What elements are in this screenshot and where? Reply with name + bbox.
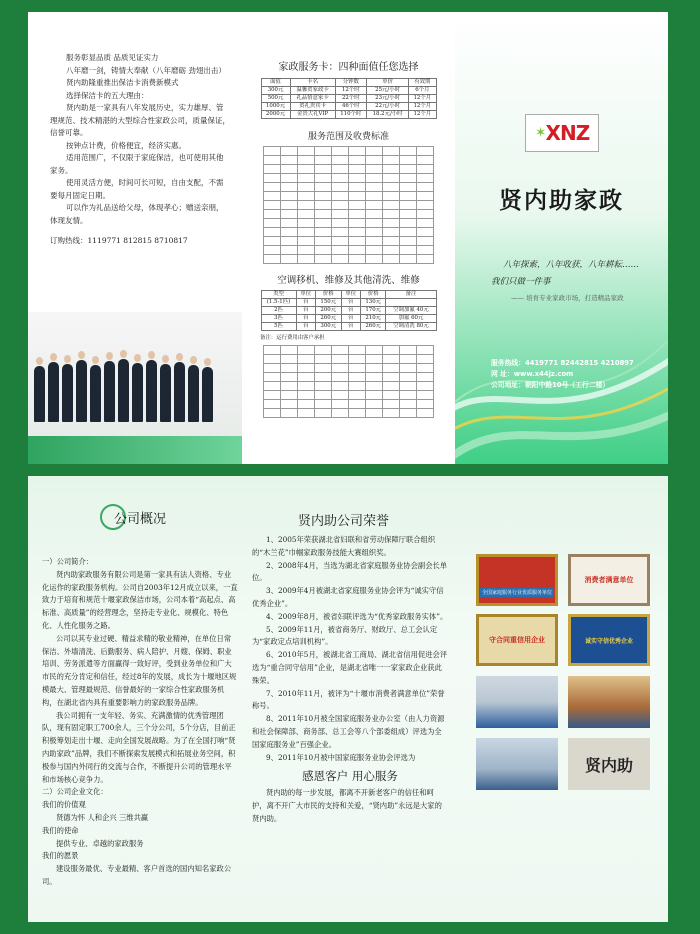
staff-figure: [160, 364, 171, 422]
award-plaque: [476, 614, 558, 666]
table-cell: 23元/小时: [367, 95, 409, 103]
promo-line: 按钟点计费，价格便宜，经济实惠。: [66, 140, 186, 150]
overview-text: [42, 556, 238, 889]
table-cell: 贺礼贵宾卡: [290, 103, 335, 111]
table-cell: 台: [296, 307, 315, 315]
award-plaque: [568, 554, 650, 606]
staff-figure: [202, 367, 213, 422]
plaque-text: 守合同重信用企业: [489, 635, 545, 644]
contact-block: [491, 358, 634, 391]
green-footer-band: [28, 436, 242, 464]
table-cell: 500元: [261, 95, 290, 103]
staff-figure: [118, 359, 129, 422]
table-header: 卡名: [290, 79, 335, 87]
table-cell: (1.5-1匹): [261, 299, 296, 307]
overview-paragraph: 我公司拥有一支年轻、务实、充满激情的优秀管理团队，现有固定职工700余人，三个分公司，5个分店，目前正积极筹划走出十堰、走向全国发展战略。为了在全国打响“贤内助家政”品牌，我们不断探索发展模式和拓展业务空间，积极参与国内外同行的交流与合作，不断提升公司的管理水平和市场核心竞争力。: [42, 710, 236, 784]
table-cell: 台: [341, 315, 360, 323]
table-cell: 300元: [316, 323, 342, 331]
table-cell: 25元/小时: [367, 87, 409, 95]
culture-line: 建设服务最优、专业最精、客户首选的国内知名家政公司。: [42, 864, 232, 886]
honor-item: 3、2009年4月被湖北省家庭服务业协会评为“诚实守信优秀企业”。: [252, 586, 444, 608]
table-cell: 空调清洗 80元: [386, 323, 436, 331]
table-cell: 台: [296, 315, 315, 323]
staff-figure: [90, 365, 101, 422]
culture-line: 我们的愿景: [42, 851, 79, 861]
event-photo: [476, 738, 558, 790]
promo-line: 贤内助是一家具有八年发展历史，实力雄厚、管理规范、技术精湛的大型综合性家政公司，质量保证，信誉可靠。: [50, 103, 230, 137]
overview-paragraph: 公司以其专业过硬、精益求精的敬业精神，在单位日常保洁、外墙清洗、后勤服务、病人陪护、月嫂、保姆、职业培训、劳务派遣等方面赢得一致好评，受到业务单位和广大市民的充分肯定和信任，经过8年的发展，成长为十堰地区规模最大、管理最规范、信誉最好的一家综合性家政服务机构，在湖北省内具有重要影响力的家政服务品牌。: [42, 633, 237, 707]
table-cell: 12个月: [409, 95, 436, 103]
award-plaque: [476, 554, 558, 606]
calligraphy-photo: [568, 738, 650, 790]
scope-title: 服务范围及收费标准: [307, 132, 389, 142]
overview-heading: 一）公司简介：: [42, 557, 94, 566]
table-cell: 金贵大礼VIP: [290, 111, 335, 119]
table-cell: 22个时: [335, 95, 366, 103]
table-cell: 5匹: [261, 323, 296, 331]
table-cell: 2000元: [261, 111, 290, 119]
table-header: 单价: [367, 79, 409, 87]
thanks-title: 感恩客户 用心服务: [302, 769, 398, 784]
team-ceremony-photo: [476, 676, 558, 728]
table-cell: 台: [341, 299, 360, 307]
table-cell: 170元: [360, 307, 386, 315]
table-cell: 18.2元/小时: [367, 111, 409, 119]
plaque-text: 诚实守信优秀企业: [584, 637, 633, 645]
staff-figure: [104, 361, 115, 422]
table-cell: 温馨贺家政卡: [290, 87, 335, 95]
brand-name: 贤内助家政: [499, 187, 624, 214]
plaque-text: 全国家庭服务行业优质服务单位: [481, 590, 552, 596]
promo-line: 使用灵活方便，时间可长可短，自由支配，不需要每月固定日期。: [50, 178, 224, 200]
table-row: [261, 307, 436, 315]
table-header: 备注: [386, 291, 436, 299]
brochure-inside: [28, 476, 668, 922]
ac-price-table: [261, 290, 437, 331]
culture-heading: 二）公司企业文化：: [42, 787, 108, 797]
staff-figure: [34, 366, 45, 422]
logo-text: XNZ: [545, 121, 590, 145]
table-cell: 台: [341, 307, 360, 315]
staff-figure: [174, 362, 185, 422]
staff-figure: [76, 360, 87, 422]
order-hotline: 订购热线：1119771 812815 8710817: [50, 236, 188, 245]
honors-title: 贤内助公司荣誉: [298, 514, 390, 529]
honors-list: [252, 534, 448, 826]
table-header: 分钟数: [335, 79, 366, 87]
staff-group-photo: [28, 312, 242, 436]
staff-figure: [132, 363, 143, 422]
table-cell: 46个时: [335, 103, 366, 111]
culture-line: 贤德为怀 人和企兴 三维共赢: [56, 812, 149, 822]
honor-item: 2、2008年4月，当选为湖北省家庭服务业协会副会长单位。: [252, 560, 448, 583]
table-cell: 加氟 60元: [386, 315, 436, 323]
brochure-outside: [28, 12, 668, 464]
panel-pricing: [242, 12, 455, 464]
promo-line: 贤内助隆重推出保洁卡消费新模式: [66, 78, 179, 87]
table-row: [261, 315, 436, 323]
card-title: 家政服务卡：四种面值任您选择: [278, 62, 419, 73]
thanks-text: 贤内助的每一步发展，都离不开新老客户的信任和呵护，离不开广大市民的支持和关爱，“贤内助”永远是大家的贤内助。: [252, 788, 442, 823]
honor-item: 9、2011年10月被中国家庭服务业协会评选为: [266, 752, 416, 762]
table-cell: 12个月: [409, 103, 436, 111]
table-cell: 礼品情意家卡: [290, 95, 335, 103]
card-price-table: [261, 78, 437, 119]
staff-figure: [188, 365, 199, 422]
table-cell: 130元: [360, 299, 386, 307]
table-header: 单位: [341, 291, 360, 299]
culture-line: 我们的使命: [42, 825, 79, 835]
panel-cover: [455, 12, 668, 464]
table-cell: 空调加氟 40元: [386, 307, 436, 315]
table-row: [261, 323, 436, 331]
table-cell: 台: [296, 323, 315, 331]
promo-line: 可以作为礼品送给父母，体现孝心；赠送亲朋，体现友情。: [50, 203, 224, 225]
table-cell: 台: [296, 299, 315, 307]
table-cell: 150元: [316, 299, 342, 307]
repair-table: [263, 345, 434, 418]
promo-line: 选择保洁卡的五大理由：: [66, 90, 149, 100]
culture-line: 提供专业、卓越的家政服务: [56, 838, 144, 848]
table-cell: 260元: [316, 315, 342, 323]
training-photo: [568, 676, 650, 728]
ac-title: 空调移机、维修及其他清洗、维修: [277, 275, 420, 286]
table-row: [261, 299, 436, 307]
table-row: [261, 103, 436, 111]
table-row: [261, 111, 436, 119]
overview-title: 公司概况: [114, 512, 167, 527]
table-header: 单位: [296, 291, 315, 299]
promo-line: 适用范围广，不仅限于家庭保洁，也可使用其他家务。: [50, 153, 224, 175]
honor-item: 4、2009年8月，被省妇联评选为“优秀家政服务实体”。: [266, 611, 448, 621]
company-address: 公司地址：朝阳中路10号（工行二楼）: [491, 381, 610, 389]
table-header: 价格: [360, 291, 386, 299]
overview-paragraph: 贤内助家政服务有限公司是第一家具有法人资格、专业化运作的家政服务机构。公司自2003年12月成立以来，一直致力于培育和规范十堰家政保洁市场，公司本着“高起点、高标准、高质量”的经营理念，坚持走专业化、规模化、特色化、人性化服务之路。: [42, 569, 238, 630]
table-cell: 3匹: [261, 315, 296, 323]
promo-line: 八年磨一剑，铸情大奉献（八年磨砺 劲翅出击）: [66, 65, 226, 75]
award-plaque: [568, 614, 650, 666]
staff-figure: [146, 360, 157, 422]
table-header: 类型: [261, 291, 296, 299]
ac-note: 备注：运行费用由客户承担: [260, 335, 325, 341]
table-row: [261, 87, 436, 95]
honor-item: 7、2010年11月，被评为“十堰市消费者满意单位”荣誉称号。: [252, 688, 445, 711]
table-cell: 200元: [316, 307, 342, 315]
honor-item: 1、2005年荣获湖北省妇联和省劳动保障厅联合组织的“木兰花”巾帼家政服务技能大赛组织奖。: [252, 535, 436, 557]
table-cell: [386, 299, 436, 307]
staff-figure: [48, 362, 59, 422]
table-cell: 6个月: [409, 87, 436, 95]
honor-item: 8、2011年10月被全国家庭服务业办公室（由人力资源和社会保障部、商务部、总工会等八个部委组成）评选为全国家庭服务业”百强企业。: [252, 714, 445, 749]
company-logo: [525, 114, 599, 152]
plaque-text: 消费者满意单位: [584, 575, 634, 584]
table-header: 面值: [261, 79, 290, 87]
table-cell: 2匹: [261, 307, 296, 315]
table-cell: 210元: [360, 315, 386, 323]
table-cell: 12个时: [335, 87, 366, 95]
promo-text: [50, 52, 230, 248]
table-header: 有效期: [409, 79, 436, 87]
slogan-line-2: 我们只做一件事: [491, 277, 551, 287]
service-phone: 服务热线：4419771 82442815 4210897: [491, 359, 634, 367]
table-cell: 300元: [261, 87, 290, 95]
culture-line: 我们的价值观: [42, 800, 86, 810]
honor-item: 6、2010年5月，被湖北省工商局、湖北省信用促进会评选为“重合同守信用”企业，是湖北省唯一一家家政企业获此殊荣。: [252, 650, 448, 685]
service-scope-table: [263, 146, 434, 264]
table-cell: 260元: [360, 323, 386, 331]
table-cell: 台: [341, 323, 360, 331]
table-cell: 1000元: [261, 103, 290, 111]
honor-item: 5、2009年11月，被省商务厅、财政厅、总工会认定为“家政定点培训机构”。: [252, 624, 438, 647]
table-row: [261, 95, 436, 103]
table-header-row: [261, 291, 436, 299]
table-header: 价格: [316, 291, 342, 299]
logo-figure-icon: ✶: [534, 125, 546, 141]
table-cell: 110个时: [335, 111, 366, 119]
website: 网 址：www.x44jz.com: [491, 370, 574, 378]
table-header-row: [261, 79, 436, 87]
slogan-line-1: 八年探索，八年收获，八年耕耘……: [503, 260, 640, 270]
promo-line: 服务彰显品质 品质见证实力: [66, 53, 159, 62]
table-cell: 12个月: [409, 111, 436, 119]
staff-figure: [62, 364, 73, 422]
slogan-line-3: —— 培育专业家政市场，打造精品家政: [511, 294, 624, 302]
table-cell: 22元/小时: [367, 103, 409, 111]
panel-promo: [28, 12, 242, 464]
calligraphy-text: 贤内助: [584, 755, 633, 775]
